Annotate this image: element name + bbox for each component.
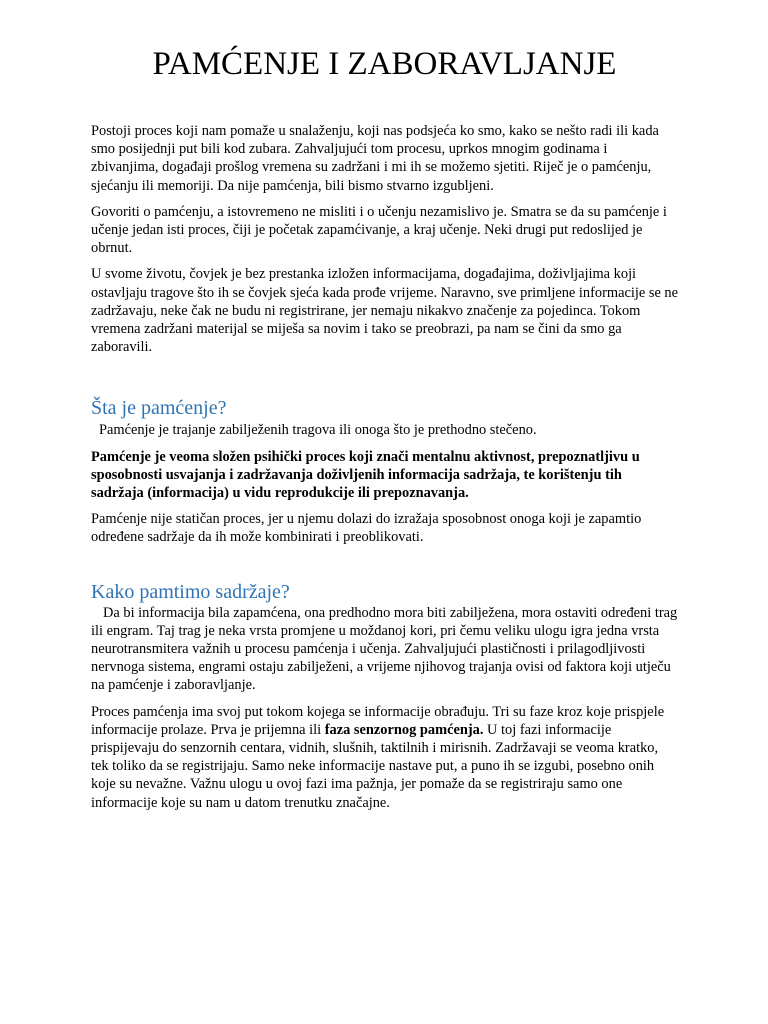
section-heading-kako-pamtimo: Kako pamtimo sadržaje? (91, 580, 290, 603)
intro-paragraph-3: U svome životu, čovjek je bez prestanka izložen informacijama, događajima, doživljajima koji ostavljaju tragove što ih se čovjek sjeća kada prođe vrijeme. Naravno, sve primljene informacije se ne zadržavaju, neke čak ne budu ni registrirane, jer nemaju nikakvo značenje za pojedinca. Tokom vremena zadržani materijal se miješa sa novim i tako se preobrazi, pa nam se čini da smo ga zaboravili. (91, 266, 679, 356)
section2-paragraph-2-text-b: U toj fazi informacije prispijevaju do senzornih centara, vidnih, slušnih, taktilnih i mirisnih. Zadržavaji se veoma kratko, tek toliko da se registrijaju. Samo neke informacije nastave put, a puno ih se izgubi, posebno onih koje su nevažne. Važnu ulogu u ovoj fazi ima pažnja, jer pomaže da se registriraju samo one informacije koje su nam u datom trenutku značajne. (91, 721, 659, 811)
intro-paragraph-2: Govoriti o pamćenju, a istovremeno ne misliti i o učenju nezamislivo je. Smatra se da su pamćenje i učenje jedan isti proces, čiji je početak zapamćivanje, a kraj učenje. Neki drugi put redoslijed je obrnut. (91, 203, 667, 257)
section2-paragraph-2-text-a: Proces pamćenja ima svoj put tokom kojega se informacije obrađuju. Tri su faze kroz koje prispjele informacije prolaze. Prva je prijemna ili (91, 703, 665, 738)
section2-paragraph-2 (91, 703, 678, 812)
section2-paragraph-2-bold-term: faza senzornog pamćenja. (324, 721, 484, 738)
section1-paragraph-2-bold: Pamćenje je veoma složen psihički proces koji znači mentalnu aktivnost, prepoznatljivu u sposobnosti usvajanja i zadržavanja doživljenih informacija sadržaja, te korištenju tih sadržaja (informacija) u vidu reprodukcije ili prepoznavanja. (91, 448, 640, 502)
section2-paragraph-1: Da bi informacija bila zapamćena, ona predhodno mora biti zabilježena, mora ostaviti određeni trag ili engram. Taj trag je neka vrsta promjene u moždanoj kori, pri čemu veliku ulogu igra jedna vrsta neurotransmitera važnih u procesu pamćenja i učenja. Zahvaljujući plastičnosti i prilagodljivosti nervnoga sistema, engrami ostaju zabilježeni, a vrijeme njihovog trajanja ovisi od faktora koji utječu na pamćenje i zaboravljanje. (91, 604, 678, 694)
intro-paragraph-1: Postoji proces koji nam pomaže u snalaženju, koji nas podsjeća ko smo, kako se nešto radi ili kada smo posijednji put bili kod zubara. Zahvaljujući tom procesu, uprkos mnogim godinama i zbivanjima, događaji prošlog vremena su zadržani i mi ih se možemo sjetiti. Riječ je o pamćenju, sjećanju ili memoriji. Da nije pamćenja, bili bismo stvarno izgubljeni. (91, 123, 659, 194)
section1-paragraph-3: Pamćenje nije statičan proces, jer u njemu dolazi do izražaja sposobnost onoga koji je zapamtio određene sadržaje da ih može kombinirati i preoblikovati. (91, 511, 642, 546)
section-heading-sta-je-pamcenje: Šta je pamćenje? (91, 397, 227, 420)
document-title: PAMĆENJE I ZABORAVLJANJE (152, 46, 617, 82)
section1-paragraph-1: Pamćenje je trajanje zabilježenih tragova ili onoga što je prethodno stečeno. (99, 422, 537, 439)
